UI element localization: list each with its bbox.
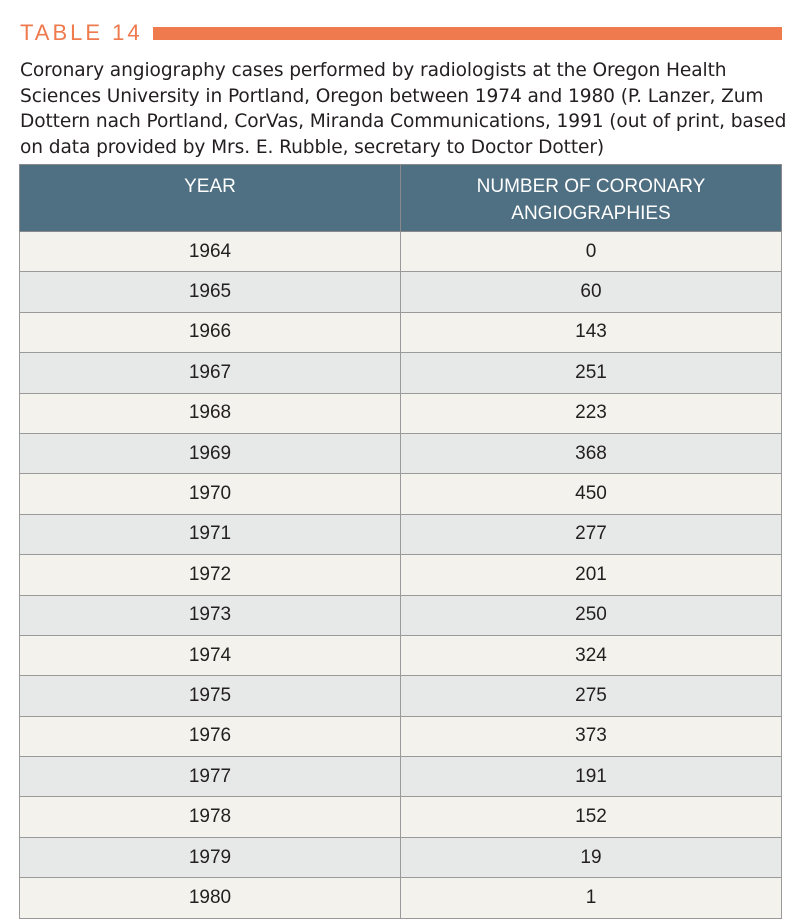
table-row xyxy=(20,555,782,595)
table-row xyxy=(20,757,782,797)
column-header-count-label: NUMBER OF CORONARY ANGIOGRAPHIES xyxy=(476,176,706,224)
count-cell: 0 xyxy=(401,232,782,272)
year-cell: 1971 xyxy=(20,514,401,554)
year-cell: 1979 xyxy=(20,837,401,877)
count-cell: 324 xyxy=(401,635,782,675)
year-cell: 1974 xyxy=(20,635,401,675)
table-row xyxy=(20,393,782,433)
year-cell: 1964 xyxy=(20,232,401,272)
count-cell: 373 xyxy=(401,716,782,756)
count-cell: 251 xyxy=(401,353,782,393)
column-header-year: YEAR xyxy=(20,165,401,232)
count-cell: 275 xyxy=(401,676,782,716)
header-row xyxy=(20,165,782,232)
year-cell: 1969 xyxy=(20,433,401,473)
count-cell: 223 xyxy=(401,393,782,433)
table-row xyxy=(20,272,782,312)
year-cell: 1978 xyxy=(20,797,401,837)
table-row xyxy=(20,232,782,272)
year-cell: 1972 xyxy=(20,555,401,595)
table-row xyxy=(20,595,782,635)
year-cell: 1970 xyxy=(20,474,401,514)
year-cell: 1976 xyxy=(20,716,401,756)
table-row xyxy=(20,514,782,554)
table-row xyxy=(20,878,782,918)
count-cell: 450 xyxy=(401,474,782,514)
data-table xyxy=(19,164,782,919)
accent-rule xyxy=(153,27,782,40)
count-cell: 277 xyxy=(401,514,782,554)
count-cell: 1 xyxy=(401,878,782,918)
table-row xyxy=(20,716,782,756)
count-cell: 201 xyxy=(401,555,782,595)
table-row xyxy=(20,474,782,514)
table-row xyxy=(20,433,782,473)
table-caption: Coronary angiography cases performed by radiologists at the Oregon Health Sciences University in Portland, Oregon between 1974 and 1980 (P. Lanzer, Zum Dottern nach Portland, CorVas, Miranda Communications, 1991 (out of print, based on data provided by Mrs. E. Rubble, secretary to Doctor Dotter) xyxy=(20,60,787,158)
year-cell: 1975 xyxy=(20,676,401,716)
count-cell: 143 xyxy=(401,312,782,352)
table-number-label: TABLE 14 xyxy=(20,20,143,45)
year-cell: 1977 xyxy=(20,757,401,797)
column-header-count xyxy=(401,165,782,232)
year-cell: 1980 xyxy=(20,878,401,918)
table-row xyxy=(20,353,782,393)
table-body xyxy=(20,232,782,919)
count-cell: 191 xyxy=(401,757,782,797)
table-heading xyxy=(20,20,782,46)
count-cell: 368 xyxy=(401,433,782,473)
year-cell: 1973 xyxy=(20,595,401,635)
year-cell: 1967 xyxy=(20,353,401,393)
year-cell: 1968 xyxy=(20,393,401,433)
table-row xyxy=(20,797,782,837)
table-row xyxy=(20,635,782,675)
year-cell: 1966 xyxy=(20,312,401,352)
count-cell: 60 xyxy=(401,272,782,312)
table-row xyxy=(20,837,782,877)
count-cell: 19 xyxy=(401,837,782,877)
table-row xyxy=(20,676,782,716)
year-cell: 1965 xyxy=(20,272,401,312)
count-cell: 250 xyxy=(401,595,782,635)
count-cell: 152 xyxy=(401,797,782,837)
table-row xyxy=(20,312,782,352)
